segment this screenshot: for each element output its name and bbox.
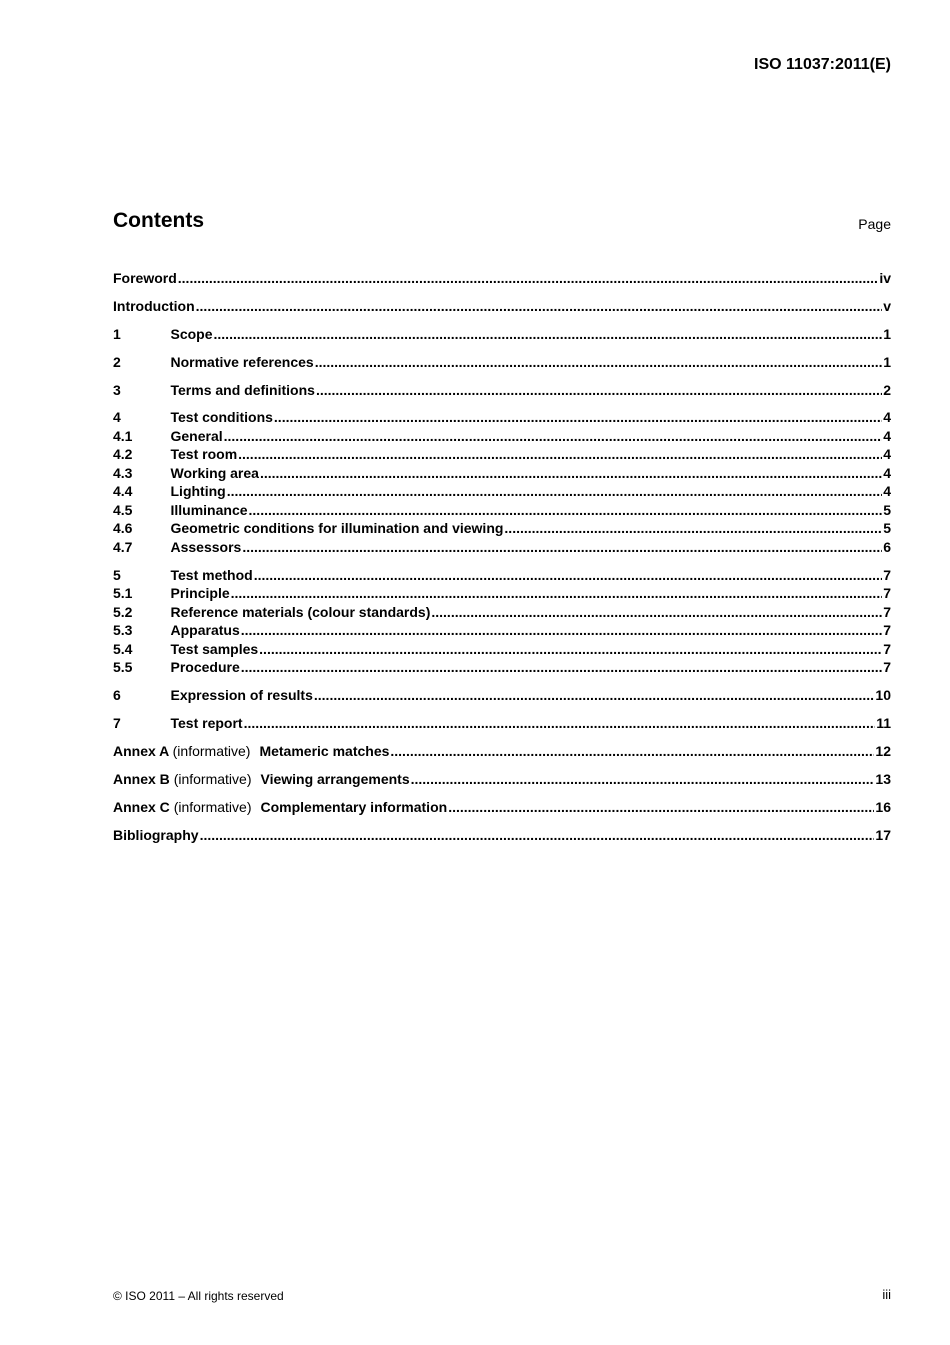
toc-section-number: 4.4 <box>113 483 133 500</box>
toc-dot-leader <box>196 297 883 316</box>
toc-entry[interactable] <box>113 658 891 677</box>
toc-entry[interactable] <box>113 482 891 501</box>
toc-entry[interactable] <box>113 519 891 538</box>
toc-section-number: 4.5 <box>113 501 133 518</box>
toc-page-number: 7 <box>883 603 891 620</box>
toc-entry[interactable] <box>113 269 891 288</box>
toc-entry[interactable] <box>113 603 891 622</box>
toc-title: Test method <box>170 566 253 583</box>
toc-dot-leader <box>316 381 882 400</box>
toc-entry[interactable] <box>113 826 891 845</box>
toc-title: Test conditions <box>170 409 273 426</box>
toc-annex-id: Annex A <box>113 743 169 760</box>
toc-title: Test samples <box>170 640 259 657</box>
toc-entry[interactable] <box>113 742 891 761</box>
toc-title: Procedure <box>170 659 240 676</box>
toc-entry[interactable] <box>113 501 891 520</box>
toc-title: Test room <box>170 446 238 463</box>
toc-title: Normative references <box>170 353 314 370</box>
toc-title: Working area <box>170 464 259 481</box>
toc-page-number: 4 <box>883 427 891 444</box>
toc-dot-leader <box>238 445 882 464</box>
toc-entry[interactable] <box>113 640 891 659</box>
copyright-notice: © ISO 2011 – All rights reserved <box>113 1289 284 1303</box>
toc-page-number: 7 <box>883 659 891 676</box>
toc-title: Introduction <box>113 297 195 314</box>
toc-entry[interactable] <box>113 538 891 557</box>
toc-page-number: v <box>883 297 891 314</box>
toc-page-number: 13 <box>875 770 891 787</box>
toc-page-number: 1 <box>883 353 891 370</box>
toc-title: Illuminance <box>170 501 248 518</box>
toc-dot-leader <box>314 686 875 705</box>
toc-page-number: 6 <box>883 538 891 555</box>
toc-page-number: 11 <box>876 715 891 732</box>
toc-entry[interactable] <box>113 325 891 344</box>
contents-heading: Contents <box>113 209 204 232</box>
toc-page-number: 12 <box>875 743 891 760</box>
toc-section-number: 6 <box>113 687 121 704</box>
toc-title: Reference materials (colour standards) <box>170 603 431 620</box>
toc-entry[interactable] <box>113 798 891 817</box>
toc-page-number: 5 <box>883 520 891 537</box>
toc-entry[interactable] <box>113 584 891 603</box>
toc-section-number: 5.2 <box>113 603 133 620</box>
toc-dot-leader <box>448 798 874 817</box>
toc-section-number: 3 <box>113 381 121 398</box>
toc-section-number: 5.1 <box>113 585 133 602</box>
toc-page-number: 7 <box>883 622 891 639</box>
toc-entry[interactable] <box>113 770 891 789</box>
toc-title: General <box>170 427 223 444</box>
toc-annex-label <box>113 798 251 817</box>
toc-entry[interactable] <box>113 621 891 640</box>
toc-page-number: 4 <box>883 446 891 463</box>
toc-title: Foreword <box>113 270 177 286</box>
toc-dot-leader <box>227 482 883 501</box>
toc-entry[interactable] <box>113 381 891 400</box>
toc-title: Assessors <box>170 538 242 555</box>
toc-dot-leader <box>178 269 879 288</box>
toc-page-number: 7 <box>883 585 891 602</box>
toc-dot-leader <box>431 603 882 622</box>
toc-section-number: 4.6 <box>113 520 133 537</box>
toc-page-number: 4 <box>883 464 891 481</box>
toc-dot-leader <box>315 353 883 372</box>
toc-dot-leader <box>244 714 876 733</box>
toc-title: Apparatus <box>170 622 240 639</box>
toc-title: Terms and definitions <box>170 381 315 398</box>
toc-dot-leader <box>231 584 883 603</box>
toc-dot-leader <box>259 640 882 659</box>
toc-dot-leader <box>260 464 882 483</box>
toc-entry[interactable] <box>113 714 891 733</box>
toc-page-number: 16 <box>875 798 891 815</box>
toc-entry[interactable] <box>113 297 891 316</box>
toc-dot-leader <box>411 770 875 789</box>
toc-dot-leader <box>200 826 875 845</box>
toc-section-number: 5.4 <box>113 640 133 657</box>
toc-entry[interactable] <box>113 445 891 464</box>
toc-entry[interactable] <box>113 353 891 372</box>
toc-section-number: 4.2 <box>113 446 133 463</box>
toc-annex-label <box>113 742 250 761</box>
toc-page-number: 17 <box>875 826 891 843</box>
toc-annex-note: (informative) <box>173 770 252 787</box>
toc-dot-leader <box>241 658 882 677</box>
toc-entry[interactable] <box>113 408 891 427</box>
toc-annex-label <box>113 770 251 789</box>
toc-dot-leader <box>254 566 883 585</box>
page-column-label: Page <box>858 216 891 232</box>
toc-section-number: 5 <box>113 566 121 583</box>
toc-section-number: 4.1 <box>113 427 133 444</box>
toc-title: Expression of results <box>170 687 313 704</box>
toc-entry[interactable] <box>113 686 891 705</box>
toc-annex-note: (informative) <box>172 743 251 760</box>
toc-title: Complementary information <box>260 798 448 815</box>
toc-dot-leader <box>241 621 882 640</box>
toc-page-number: 7 <box>883 566 891 583</box>
toc-title: Scope <box>170 325 213 342</box>
toc-page-number: 1 <box>883 325 891 342</box>
toc-title: Test report <box>170 715 243 732</box>
toc-page-number: 4 <box>883 409 891 426</box>
toc-section-number: 2 <box>113 353 121 370</box>
toc-annex-note: (informative) <box>173 798 252 815</box>
toc-dot-leader <box>249 501 883 520</box>
toc-entry[interactable] <box>113 566 891 585</box>
toc-dot-leader <box>224 427 883 446</box>
toc-page-number: 2 <box>883 381 891 398</box>
document-id: ISO 11037:2011(E) <box>754 56 891 73</box>
toc-section-number: 7 <box>113 715 121 732</box>
toc-title: Bibliography <box>113 826 199 843</box>
toc-annex-id: Annex C <box>113 798 170 815</box>
table-of-contents <box>113 269 891 844</box>
toc-title: Geometric conditions for illumination and viewing <box>170 520 504 537</box>
toc-title: Metameric matches <box>259 743 390 760</box>
toc-page-number: iv <box>879 270 891 286</box>
toc-entry[interactable] <box>113 427 891 446</box>
toc-dot-leader <box>214 325 883 344</box>
toc-annex-id: Annex B <box>113 770 170 787</box>
toc-dot-leader <box>504 519 882 538</box>
toc-section-number: 4 <box>113 409 121 426</box>
toc-title: Viewing arrangements <box>260 770 410 787</box>
toc-section-number: 1 <box>113 325 121 342</box>
toc-section-number: 5.5 <box>113 659 133 676</box>
toc-title: Lighting <box>170 483 226 500</box>
toc-dot-leader <box>390 742 874 761</box>
page-number: iii <box>882 1287 891 1302</box>
toc-page-number: 7 <box>883 640 891 657</box>
toc-page-number: 5 <box>883 501 891 518</box>
toc-section-number: 4.3 <box>113 464 133 481</box>
toc-page-number: 4 <box>883 483 891 500</box>
toc-section-number: 5.3 <box>113 622 133 639</box>
toc-page-number: 10 <box>875 687 891 704</box>
toc-entry[interactable] <box>113 464 891 483</box>
toc-dot-leader <box>274 408 882 427</box>
toc-section-number: 4.7 <box>113 538 133 555</box>
toc-title: Principle <box>170 585 230 602</box>
toc-dot-leader <box>242 538 882 557</box>
